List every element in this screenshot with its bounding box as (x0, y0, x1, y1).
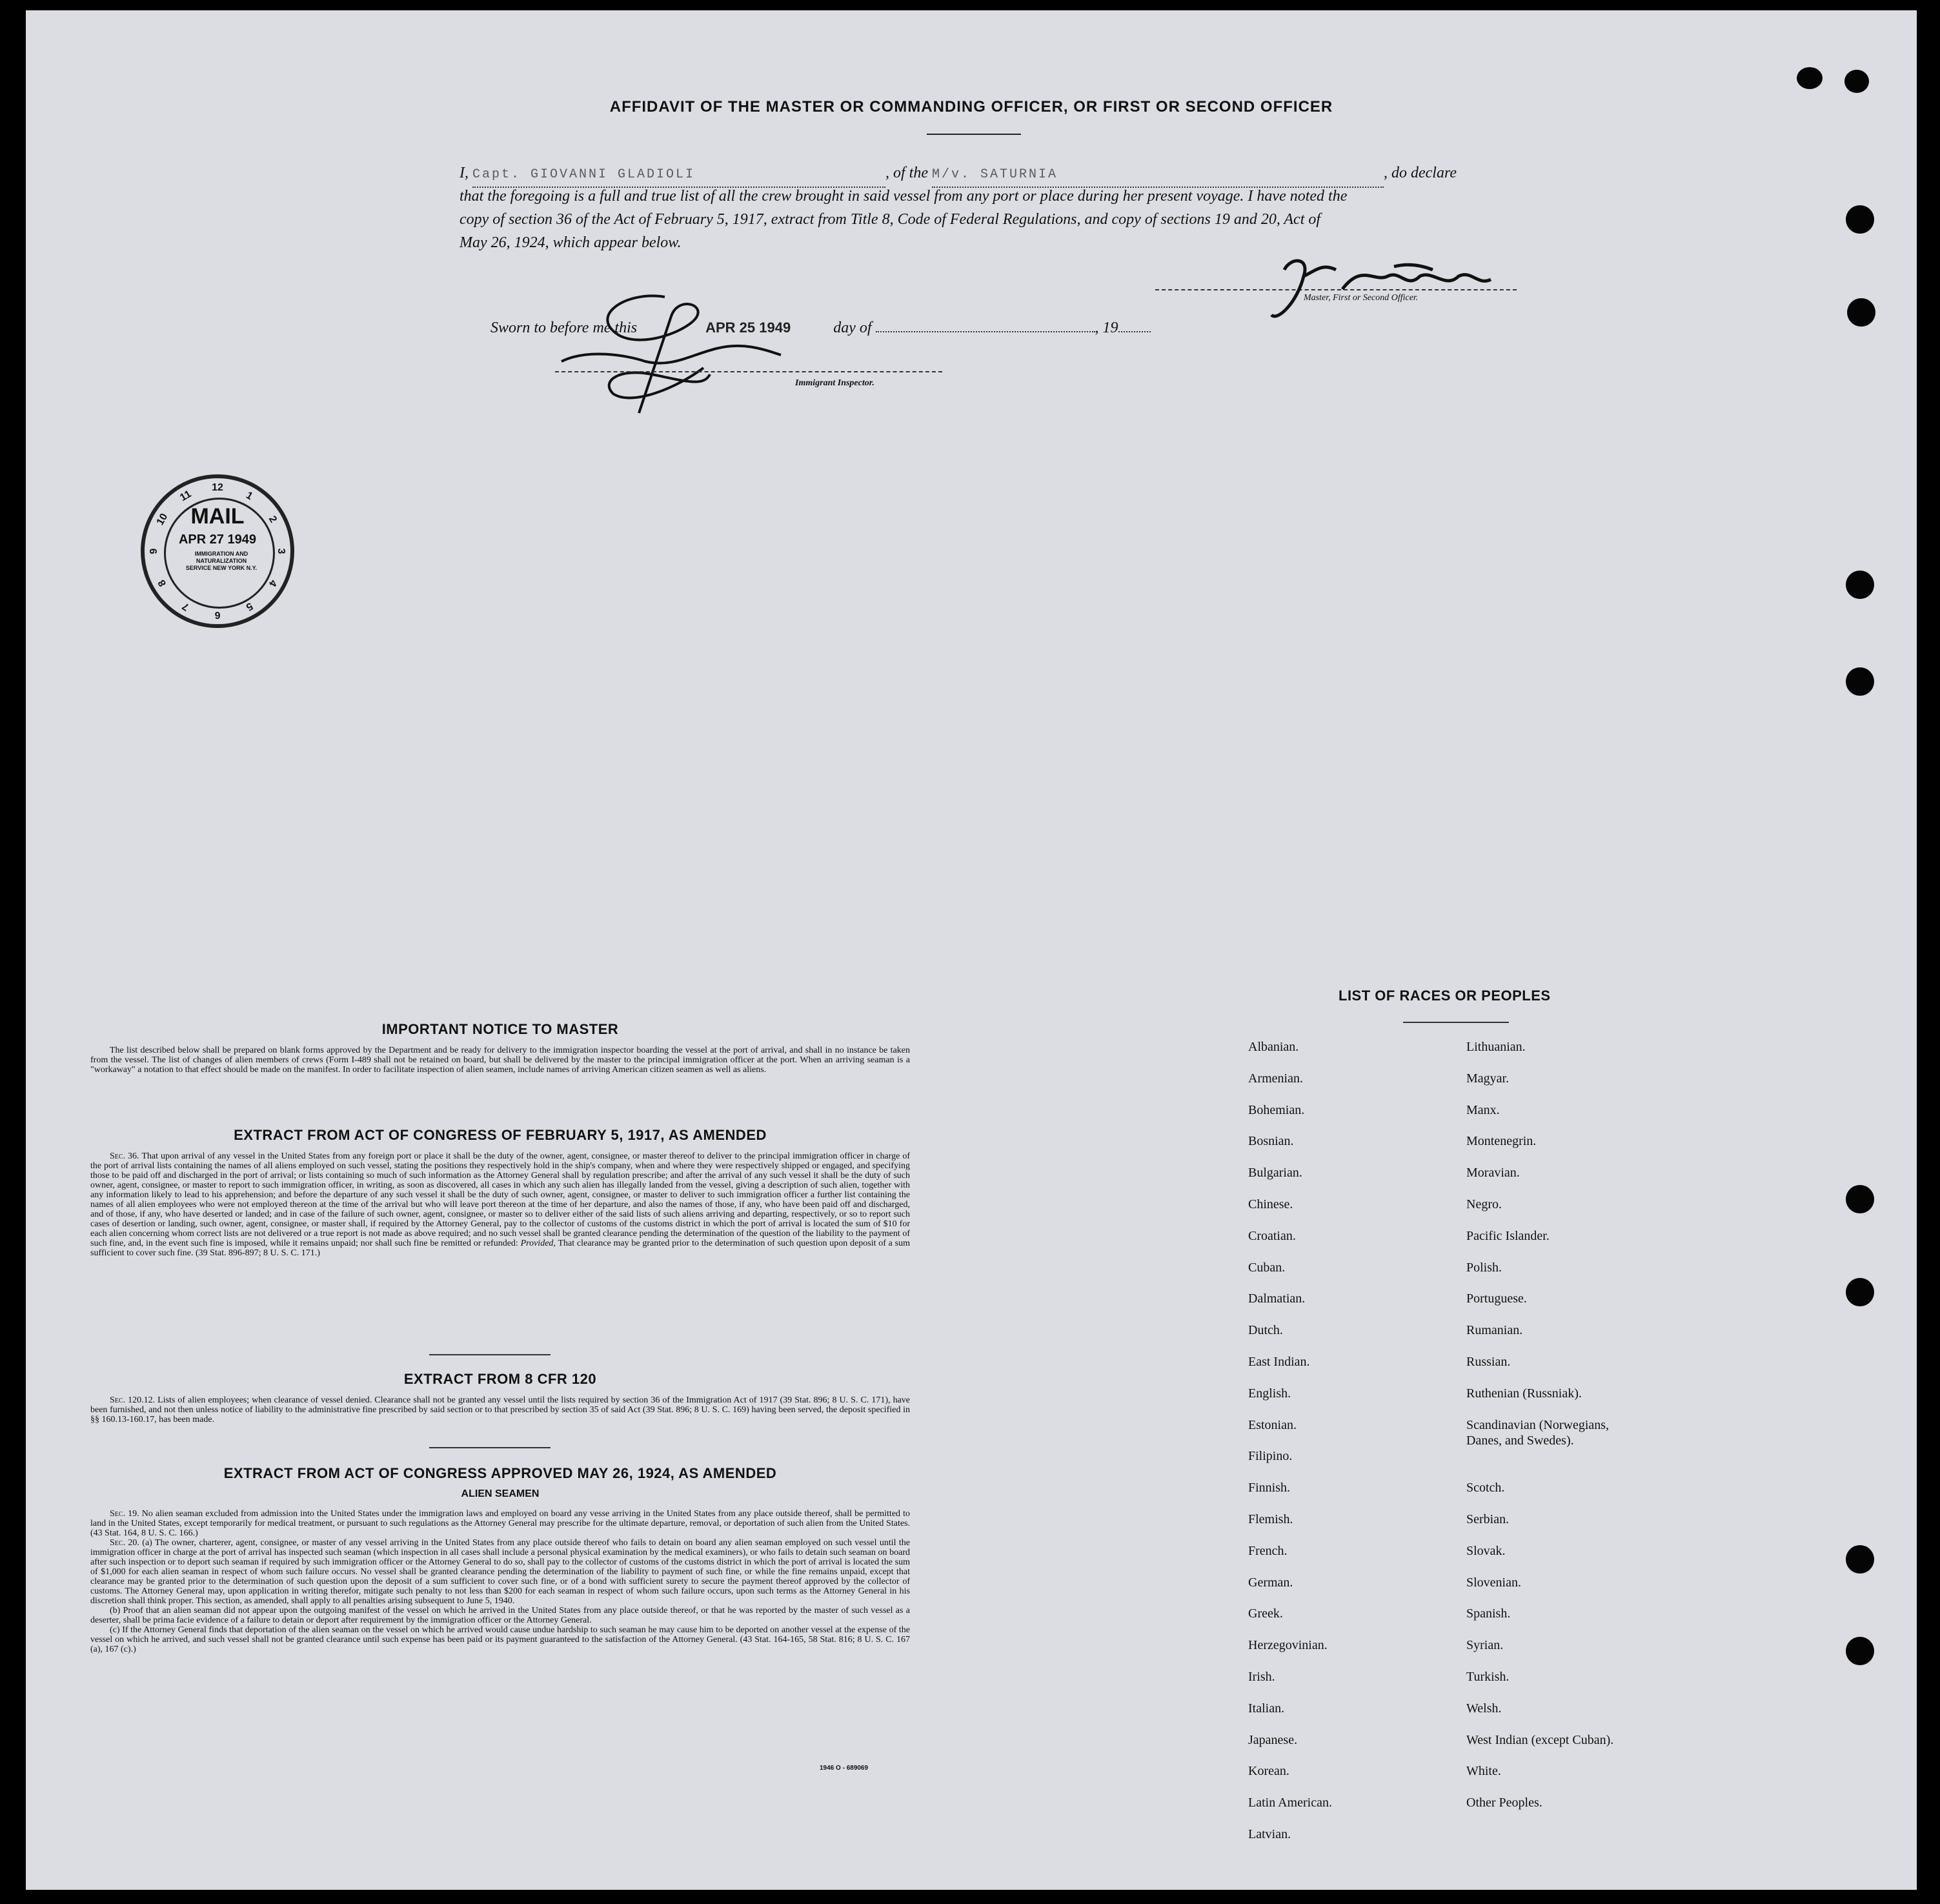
race-item: Slovak. (1466, 1543, 1506, 1558)
extract-1917-text: Sec. 36. That upon arrival of any vessel in the United States from any foreign port or place it shall be the duty of the owner, agent, consignee, or master thereof to deliver to the principal immigration officer in charge of the port of arrival lists containing the names of all aliens employed on such vessel, stating the positions they respectively hold in the ship's company, when and where they were respectively shipped or engaged, and specifying those to be paid off and discharged in the port of arrival; or lists containing so much of such information as the Attorney General shall by regulation prescribe; and after the arrival of any such vessel it shall be the duty of such owner, agent, consignee, or master to report to such immigration officer, in writing, as soon as discovered, all cases in which any such alien has illegally landed from the vessel, giving a description of such alien, together with any information likely to lead to his apprehension; and before the departure of any such vessel it shall be the duty of such owner, agent, consignee, or master to deliver to such immigration officer a further list containing the names of all alien employees who were not employed thereon at the time of the arrival but who will leave port thereon at the time of her departure, and also the names of those, if any, who have been paid off and discharged, and of those, if any, who have deserted or landed; and in case of the failure of such owner, agent, consignee, or master so to deliver either of the said lists of such aliens arriving and departing, respectively, or so to report such cases of desertion or landing, such owner, agent, consignee, or master shall, if required by the Attorney General, pay to the collector of customs of the customs district in which the port of arrival is located the sum of $10 for each alien concerning whom correct lists are not delivered or a true report is not made as above required; and no such vessel shall be granted clearance pending the determination of the question of the liability to the payment of such fine, and, in the event such fine is imposed, while it remains unpaid; nor shall such fine be remitted or refunded: Provided, That clearance may be granted prior to the determination of such question upon deposit of a sum sufficient to cover such fine. (39 Stat. 896-897; 8 U. S. C. 171.) (90, 1151, 911, 1258)
race-item: Ruthenian (Russniak). (1466, 1386, 1582, 1401)
race-item: Russian. (1466, 1355, 1511, 1369)
extract-1924-subtitle: ALIEN SEAMEN (461, 1488, 540, 1499)
binder-hole (1846, 1278, 1874, 1306)
races-title-rule (1403, 1022, 1509, 1023)
race-item: Welsh. (1466, 1701, 1502, 1716)
race-item: Spanish. (1466, 1606, 1511, 1621)
extract-1924-body (90, 1509, 910, 1654)
race-item: Herzegovinian. (1248, 1638, 1328, 1653)
stamp-ring-number: 4 (266, 578, 279, 589)
race-item: Serbian. (1466, 1512, 1510, 1526)
stamp-ring-number: 5 (244, 600, 255, 613)
inspector-signature (549, 278, 820, 432)
divider (429, 1354, 551, 1355)
sworn-before-text: Sworn to before me this (490, 319, 638, 336)
binder-hole (1846, 1545, 1874, 1574)
affidavit-line-4: May 26, 1924, which appear below. (460, 234, 682, 251)
race-item: German. (1248, 1575, 1293, 1590)
race-item: Other Peoples. (1466, 1796, 1542, 1810)
race-item: Croatian. (1248, 1228, 1296, 1243)
affidavit-line-2: that the foregoing is a full and true list of all the crew brought in said vessel from any port or place during her present voyage. I have noted the (460, 188, 1348, 205)
race-item: English. (1248, 1386, 1291, 1401)
title-rule (927, 134, 1021, 135)
race-item: Korean. (1248, 1764, 1289, 1779)
master-name: Capt. GIOVANNI GLADIOLI (472, 167, 696, 182)
inspector-signature-line (555, 371, 942, 372)
year-prefix: , 19 (1095, 319, 1118, 336)
race-item: Estonian. (1248, 1417, 1297, 1432)
binder-hole (1846, 1637, 1874, 1665)
race-item: Greek. (1248, 1606, 1283, 1621)
stamp-ring-number: 3 (276, 548, 287, 554)
stamp-ring-number: 6 (214, 609, 221, 620)
race-item: West Indian (except Cuban). (1466, 1732, 1614, 1747)
stamp-agency: IMMIGRATION AND NATURALIZATION SERVICE NEW YORK N.Y. (185, 551, 258, 571)
binder-hole (1844, 70, 1869, 93)
stamp-mail-label: MAIL (190, 504, 245, 529)
race-item: Armenian. (1248, 1071, 1303, 1086)
race-item: Dalmatian. (1248, 1291, 1306, 1306)
affidavit-title: AFFIDAVIT OF THE MASTER OR COMMANDING OFFICER, OR FIRST OR SECOND OFFICER (609, 98, 1333, 116)
print-code: 1946 O - 689069 (820, 1765, 869, 1772)
notice-text: The list described below shall be prepared on blank forms approved by the Department and be ready for delivery to the immigration inspector boarding the vessel at the port of arrival, and shall in no instance be taken from the vessel. The list of changes of alien members of crews (Form I-489 shall not be retained on board, but shall be delivered by the master to the principal immigration officer at the port. When an arriving seaman is a "workaway" a notation to that effect should be made on the manifest. In order to facilitate inspection of alien seamen, include names of arriving American citizen seamen as well as aliens. (90, 1046, 910, 1075)
race-item: Japanese. (1248, 1732, 1298, 1747)
extract-cfr-text: Sec. 120.12. Lists of alien employees; when clearance of vessel denied. Clearance shall not be granted any vessel until the lists required by section 36 of the Immigration Act of 1917 (39 Stat. 896; 8 U. S. C. 171), have been furnished, and not then unless notice of liability to the administrative fine prescribed by said section or to that prescribed by section 35 of said Act (39 Stat. 896; 8 U. S. C. 169) having been served, the deposit specified in §§ 160.13-160.17, has been made. (90, 1395, 910, 1424)
stamp-ring-number: 8 (156, 578, 169, 589)
sec-19: Sec. 19. No alien seaman excluded from admission into the United States under the immigration laws and employed on board any vesse arriving in the United States from any place outside thereof, shall be permitted to land in the United States, except temporarily for medical treatment, or pursuant to such regulations as the Attorney General may prescribe for the ultimate departure, removal, or deportation of such alien from the United States. (43 Stat. 164, 8 U. S. C. 166.) (90, 1509, 911, 1538)
sworn-date-stamp: APR 25 1949 (705, 319, 791, 336)
race-item: Manx. (1466, 1102, 1500, 1117)
do-declare-text: , do declare (1384, 165, 1457, 181)
divider (429, 1447, 551, 1448)
race-item: Portuguese. (1466, 1291, 1527, 1306)
race-item: Flemish. (1248, 1512, 1293, 1526)
race-item: Latvian. (1248, 1827, 1291, 1841)
race-item: Filipino. (1248, 1449, 1293, 1464)
race-item: Bohemian. (1248, 1102, 1305, 1117)
extract-1917-title: EXTRACT FROM ACT OF CONGRESS OF FEBRUARY 5, 1917, AS AMENDED (234, 1127, 767, 1143)
binder-hole (1846, 1185, 1874, 1213)
race-item: Syrian. (1466, 1638, 1504, 1653)
binder-hole (1846, 667, 1874, 696)
binder-hole (1847, 298, 1875, 327)
stamp-ring-number: 2 (266, 514, 279, 525)
race-item: Montenegrin. (1466, 1134, 1537, 1149)
extract-cfr-title: EXTRACT FROM 8 CFR 120 (403, 1371, 597, 1387)
race-item: French. (1248, 1543, 1288, 1558)
race-item: Pacific Islander. (1466, 1228, 1550, 1243)
race-item: Finnish. (1248, 1481, 1291, 1495)
race-item: Scandinavian (Norwegians, Danes, and Swedes). (1466, 1417, 1610, 1448)
race-item: Rumanian. (1466, 1323, 1523, 1338)
race-item: Polish. (1466, 1260, 1502, 1275)
race-item: Italian. (1248, 1701, 1285, 1716)
day-of-text: day of (833, 319, 872, 336)
race-item: Bulgarian. (1248, 1166, 1302, 1180)
race-item: Latin American. (1248, 1796, 1332, 1810)
race-item: Negro. (1466, 1197, 1502, 1211)
affidavit-line-1 (460, 161, 1505, 188)
stamp-ring-number: 7 (180, 600, 191, 613)
races-title: LIST OF RACES OR PEOPLES (1339, 987, 1551, 1004)
sec-20a: Sec. 20. (a) The owner, charterer, agent, consignee, or master of any vessel arriving in the United States from any place outside thereof who fails to detain on board any alien seaman employed on such vessel until the immigration officer in charge at the port of arrival has inspected such seaman (which inspection in all cases shall include a personal physical examination by the medical examiners), or who fails to detain such seaman on board after such inspection or to deport such seaman if required by such immigration officer or the Attorney General to do so, shall pay to the collector of customs of the customs district in which the port of arrival is located the sum of $1,000 for each alien seaman in respect of whom such failure occurs. No vessel shall be granted clearance pending the determination of the liability to payment of such fine, or while the fine remains unpaid, except that clearance may be granted prior to the determination of such question upon the deposit of a sum sufficient to cover such fine, or of a bond with sufficient surety to secure the payment thereof approved by the collector of customs. The Attorney General may, upon application in writing therefor, mitigate such penalty to not less than $200 for each seaman in respect of whom such failure occurs, upon such terms as the Attorney General in his discretion shall think proper. This section, as amended, shall apply to all penalties arising subsequent to June 5, 1940. (90, 1538, 910, 1606)
affidavit-line-3: copy of section 36 of the Act of February 5, 1917, extract from Title 8, Code of Federal Regulations, and copy of sections 19 and 20, Act of (460, 211, 1321, 228)
race-item: Scotch. (1466, 1481, 1505, 1495)
affidavit-i: I, (460, 165, 469, 181)
race-item: White. (1466, 1764, 1501, 1779)
race-item: Bosnian. (1248, 1134, 1294, 1149)
stamp-ring-number: 1 (244, 490, 255, 503)
stamp-ring-number: 12 (212, 482, 223, 493)
race-item: Dutch. (1248, 1323, 1283, 1338)
master-signature (1265, 250, 1523, 328)
sec-20c: (c) If the Attorney General finds that deportation of the alien seaman on the vessel on which he arrived would cause undue hardship to such seaman he may cause him to be deported on another vessel at the expense of the vessel on which he arrived, and such vessel shall not be granted clearance until such expense has been paid or its payment guaranteed to the satisfaction of the Attorney General. (43 Stat. 164-165, 58 Stat. 816; 8 U. S. C. 167 (a), 167 (c).) (90, 1625, 910, 1654)
sec-20b: (b) Proof that an alien seaman did not appear upon the outgoing manifest of the vessel on which he arrived in the United States from any place outside thereof, or that he was reported by the master of such vessel as a deserter, shall be prima facie evidence of a failure to detain or deport after requirement by the immigration officer or the Attorney General. (90, 1606, 910, 1625)
stamp-ring-number: 9 (148, 548, 159, 554)
race-item: Chinese. (1248, 1197, 1293, 1211)
inspector-caption: Immigrant Inspector. (795, 378, 874, 388)
race-item: Turkish. (1466, 1670, 1510, 1684)
signer-caption: Master, First or Second Officer. (1304, 293, 1419, 303)
of-the-text: , of the (885, 165, 928, 181)
stamp-date: APR 27 1949 (178, 532, 257, 547)
race-item: Slovenian. (1466, 1575, 1521, 1590)
race-item: Irish. (1248, 1670, 1275, 1684)
race-item: Moravian. (1466, 1166, 1520, 1180)
race-item: Magyar. (1466, 1071, 1510, 1086)
race-item: Lithuanian. (1466, 1040, 1526, 1054)
binder-hole (1846, 571, 1874, 599)
extract-1924-title: EXTRACT FROM ACT OF CONGRESS APPROVED MAY 26, 1924, AS AMENDED (223, 1465, 777, 1481)
race-item: Albanian. (1248, 1040, 1299, 1054)
binder-hole (1797, 67, 1823, 89)
vessel-name: M/v. SATURNIA (932, 167, 1058, 182)
race-item: East Indian. (1248, 1355, 1310, 1369)
stamp-ring-number: 10 (154, 511, 170, 527)
binder-hole (1846, 205, 1874, 234)
notice-title: IMPORTANT NOTICE TO MASTER (381, 1021, 619, 1037)
mail-received-stamp (141, 474, 294, 628)
race-item: Cuban. (1248, 1260, 1286, 1275)
stamp-ring-number: 11 (178, 489, 194, 504)
